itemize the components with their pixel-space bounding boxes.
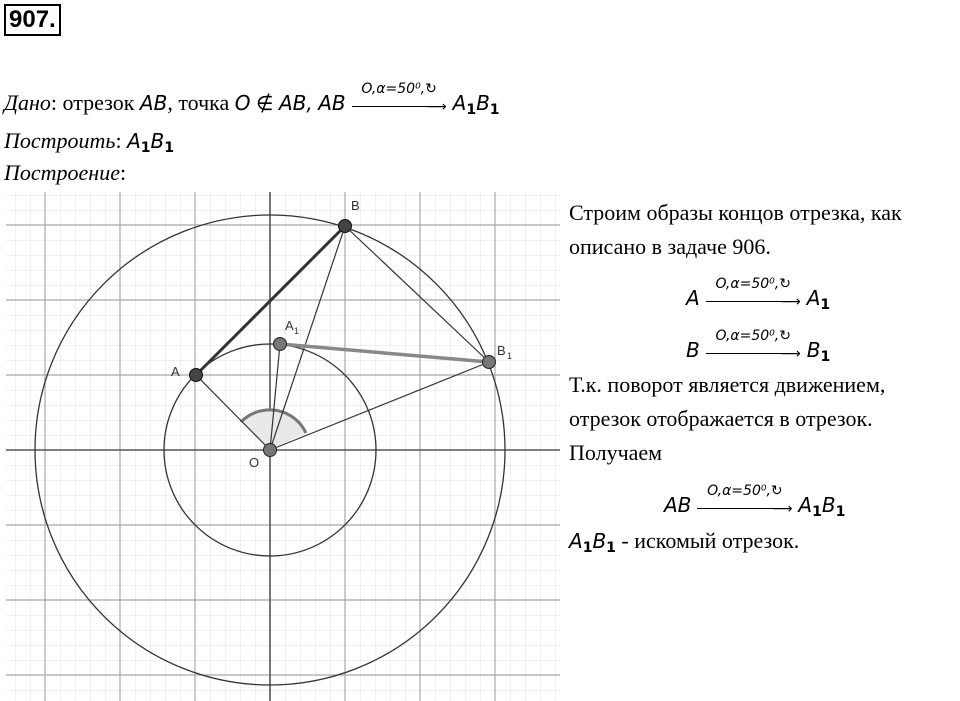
mapping-b-arrow-label: O,α=50⁰,↻ bbox=[715, 327, 791, 344]
given-result-a-sub: 1 bbox=[466, 102, 477, 118]
mapping-ab-to-b-sub: 1 bbox=[835, 504, 846, 520]
construction-line bbox=[4, 160, 126, 186]
mapping-ab-arrow-label: O,α=50⁰,↻ bbox=[707, 482, 783, 499]
not-in-symbol: ∉ bbox=[256, 91, 274, 115]
point-o bbox=[264, 444, 277, 457]
conclusion-line bbox=[569, 528, 799, 561]
rotation-arrow-label: O,α=50⁰,↻ bbox=[361, 80, 437, 97]
given-text-1: : отрезок bbox=[50, 90, 140, 115]
conclusion-b: B bbox=[592, 529, 607, 553]
label-a: A bbox=[171, 364, 180, 379]
mapping-ab-arrow: O,α=50⁰,↻ ⟶ bbox=[697, 496, 792, 518]
point-b bbox=[339, 220, 352, 233]
given-result-b: B bbox=[476, 91, 490, 115]
label-a1: A bbox=[285, 318, 294, 333]
explanation-line-5: Получаем bbox=[569, 440, 663, 465]
explanation-line-4: отрезок отображается в отрезок. bbox=[569, 406, 873, 431]
construction-label: Построение bbox=[4, 160, 120, 185]
construction-figure bbox=[0, 190, 560, 701]
construct-label: Построить bbox=[4, 128, 116, 153]
mapping-ab-to-b: B bbox=[821, 493, 836, 517]
mapping-a-from: A bbox=[686, 286, 700, 310]
mapping-b-from: B bbox=[686, 338, 700, 362]
given-comma: , bbox=[306, 91, 313, 115]
mapping-a-to-sub: 1 bbox=[820, 297, 831, 313]
mapping-b-to-sub: 1 bbox=[820, 349, 831, 365]
mapping-ab-from: AB bbox=[664, 493, 692, 517]
construction-colon: : bbox=[119, 160, 127, 185]
conclusion-text: - искомый отрезок. bbox=[615, 528, 800, 553]
construct-b-sub: 1 bbox=[164, 140, 174, 156]
mapping-b-to: B bbox=[806, 338, 821, 362]
construct-colon: : bbox=[115, 128, 122, 153]
mapping-ab-to-a-sub: 1 bbox=[812, 504, 822, 520]
explanation-line-1: Строим образы концов отрезка, как bbox=[569, 200, 902, 225]
label-o: O bbox=[249, 455, 260, 470]
mapping-b-arrow: O,α=50⁰,↻ ⟶ bbox=[706, 341, 801, 363]
rotation-arrow: O,α=50⁰,↻ ⟶ bbox=[352, 94, 447, 116]
point-a bbox=[190, 369, 203, 382]
explanation-line-3: Т.к. поворот является движением, bbox=[569, 372, 886, 397]
point-b1 bbox=[483, 356, 496, 369]
mapping-a bbox=[686, 275, 831, 318]
construct-a: A bbox=[127, 129, 141, 153]
label-b: B bbox=[351, 198, 360, 213]
given-result-a: A bbox=[452, 91, 467, 115]
mapping-a-to: A bbox=[806, 286, 821, 310]
construct-a-sub: 1 bbox=[140, 140, 151, 156]
mapping-ab-to-a: A bbox=[798, 493, 813, 517]
given-line bbox=[4, 80, 500, 123]
label-a1-sub: 1 bbox=[294, 326, 300, 336]
construct-b: B bbox=[150, 129, 165, 153]
mapping-a-arrow-label: O,α=50⁰,↻ bbox=[715, 275, 791, 292]
given-point: O bbox=[234, 91, 251, 115]
grid-minor bbox=[6, 192, 560, 701]
mapping-a-arrow: O,α=50⁰,↻ ⟶ bbox=[706, 289, 801, 311]
mapping-b bbox=[686, 327, 831, 370]
given-text-2: , точка bbox=[167, 90, 235, 115]
conclusion-a: A bbox=[569, 529, 583, 553]
conclusion-b-sub: 1 bbox=[606, 540, 616, 556]
given-segment: AB bbox=[139, 91, 168, 115]
given-result-b-sub: 1 bbox=[489, 102, 500, 118]
explanation-line-2: описано в задаче 906. bbox=[569, 234, 771, 259]
given-segment-3: AB bbox=[318, 91, 346, 115]
given-label: Дано bbox=[4, 90, 51, 115]
problem-number: 907. bbox=[4, 4, 61, 36]
label-b1-sub: 1 bbox=[507, 351, 513, 361]
label-b1: B bbox=[497, 343, 506, 358]
mapping-ab bbox=[664, 482, 846, 525]
construct-line bbox=[4, 128, 174, 161]
point-a1 bbox=[274, 338, 287, 351]
given-segment-2: AB bbox=[278, 91, 307, 115]
conclusion-a-sub: 1 bbox=[582, 540, 593, 556]
